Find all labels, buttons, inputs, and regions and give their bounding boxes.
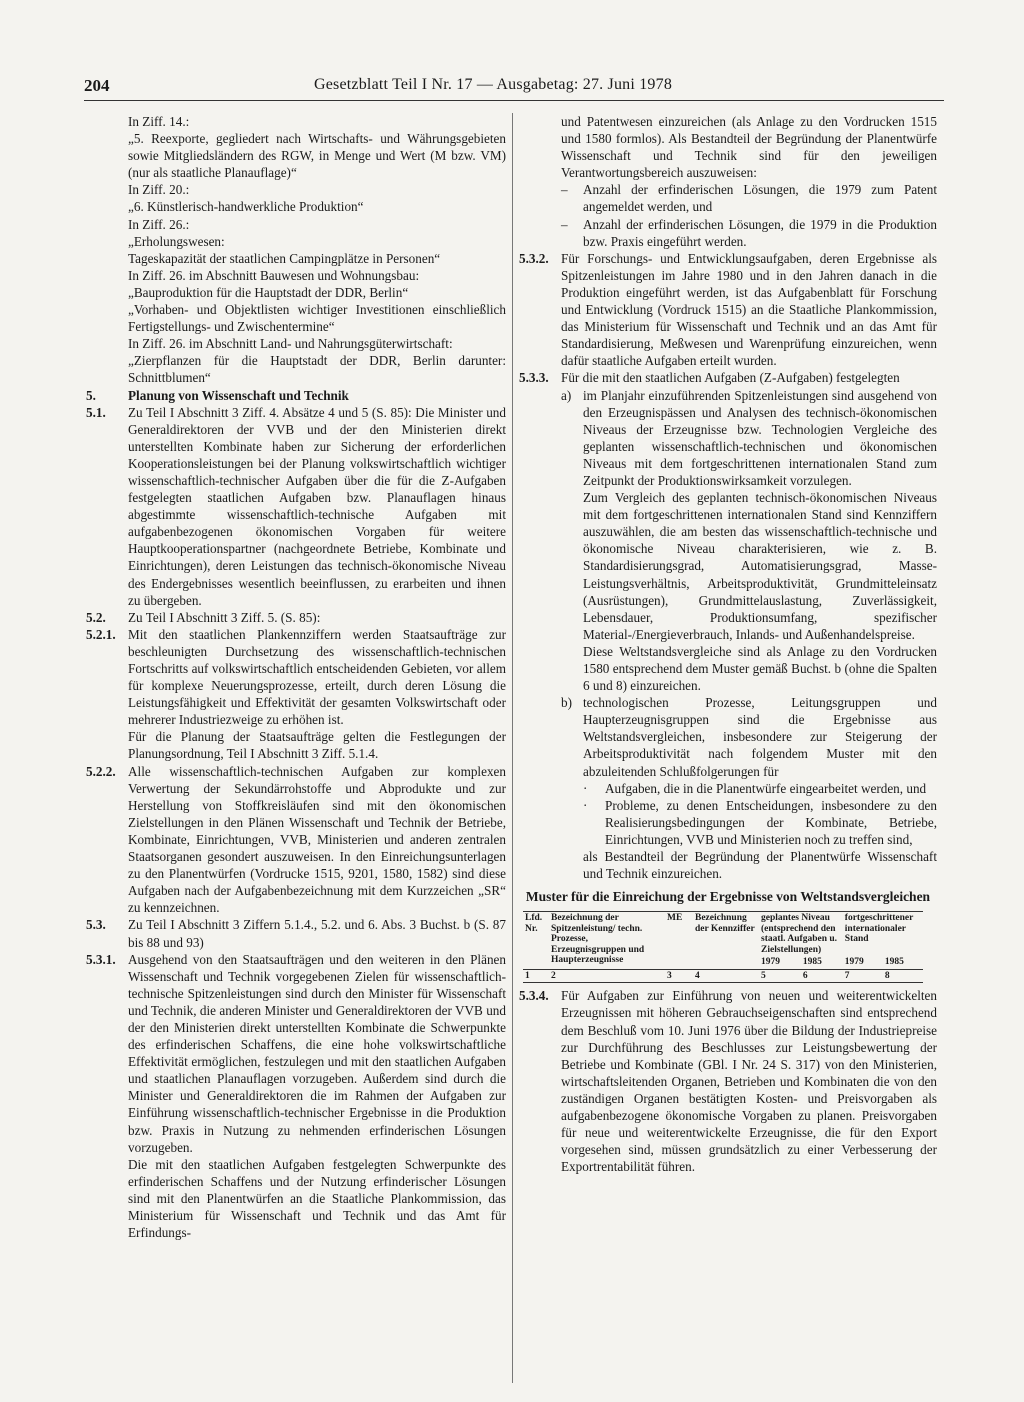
- page-header: [84, 76, 944, 100]
- muster-table: [523, 911, 923, 983]
- intro-line: „5. Reexporte, gegliedert nach Wirtschafts- und Währungsgebieten sowie Mitgliedsländern des RGW, in Menge und Wert (M bzw. VM) (nur als staatliche Planauflage)“: [128, 131, 506, 181]
- section-number: 5.3.4.: [519, 988, 549, 1004]
- left-column: [86, 113, 506, 1241]
- column-number: 1: [523, 969, 549, 983]
- item-text-group: [583, 387, 937, 695]
- item-text: im Planjahr einzuführenden Spitzenleistungen sind ausgehend von den Erzeugnispässen und Analysen des technisch-ökonomischen Niveaus der Erzeugnisse bzw. Technologien Vergleiche des geplanten wissenschaftlich-technischen und ökonomischen Niveaus mit dem fortgeschrittenen internationalen Stand zum Zeitpunkt der Produktionswirksamkeit vorzulegen.: [583, 387, 937, 488]
- item-text: Zum Vergleich des geplanten technisch-ökonomischen Niveaus mit dem fortgeschrittenen internationalen Stand sind Kennziffern auszuwählen, die am besten das wissenschaftlich-technische und ökonomische Niveau charakterisieren, wie z. B. Standardisierungsgrad, Automatisierungsgrad, Masse-Leistungsverhältnis, Arbeitsproduktivität, Grundmitteleinsatz (Ausrüstungen), Grundmittelauslastung, Zuverlässigkeit, Lebensdauer, Produktionsumfang, spezifischer Material-/Energieverbrauch, Inlands- und Außenhandelspreise.: [583, 490, 937, 642]
- intro-line: In Ziff. 14.:: [128, 114, 190, 129]
- section-text: Zu Teil I Abschnitt 3 Ziff. 5. (S. 85):: [128, 609, 321, 625]
- section-number: 5.3.: [86, 917, 106, 933]
- section-5-3-3: [519, 369, 937, 882]
- column-number: 3: [665, 969, 693, 983]
- right-column: [519, 113, 937, 1175]
- section-number: 5.2.: [86, 609, 106, 625]
- intro-block: [86, 113, 506, 387]
- item-b: [561, 694, 937, 882]
- section-5-3-2: [519, 250, 937, 370]
- intro-line: In Ziff. 26. im Abschnitt Land- und Nahrungsgüterwirtschaft:: [128, 336, 453, 352]
- dash-item: [561, 216, 937, 250]
- year-header: 1985: [884, 957, 904, 968]
- col-header: Lfd. Nr.: [523, 912, 549, 970]
- year-header: 1985: [802, 957, 822, 968]
- section-text: Zu Teil I Abschnitt 3 Ziff. 4. Absätze 4 und 5 (S. 85): Die Minister und Generaldirektoren der VVB und der den Ministerien direkt unterstellten Kombinate haben zur Sicherung der erforderlichen Kooperationsleistungen bei der Planung volkswirtschaftlich wichtiger wissenschaftlich-technischer Aufgaben über die für die Z-Aufgaben festgelegten staatlichen Aufgaben bzw. Planauflagen hinaus abgestimmte wissenschaftlich-technische Aufgaben mit aufgabenbezogenen ökonomischen Vorgaben für weitere Hauptkooperationspartner (nachgeordnete Betriebe, Kombinate und Einrichtungen), deren Leistungen das technisch-ökonomische Niveau des Endergebnisses wesentlich beeinflussen, zu erarbeiten und ihnen zu übergeben.: [128, 404, 506, 608]
- item-text-group: [583, 694, 937, 882]
- bullet-marker: ·: [583, 780, 588, 796]
- section-text-group: [561, 369, 937, 882]
- intro-line: In Ziff. 26.:: [128, 216, 190, 232]
- column-divider: [512, 113, 513, 1383]
- intro-line: „Vorhaben- und Objektlisten wichtiger Investitionen einschließlich Fertigstellungs- und Zwischentermine“: [128, 302, 506, 335]
- section-text: Zu Teil I Abschnitt 3 Ziffern 5.1.4., 5.2. und 6. Abs. 3 Buchst. b (S. 87 bis 88 und 93): [128, 917, 506, 950]
- section-text: Für die mit den staatlichen Aufgaben (Z-Aufgaben) festgelegten: [561, 370, 900, 386]
- section-number: 5.3.2.: [519, 250, 549, 266]
- section-text: Ausgehend von den Staatsaufträgen und den weiteren in den Plänen Wissenschaft und Technik vorgegebenen Zielen für wissenschaftlich-technische Spitzenleistungen sind durch den Minister für Wissenschaft und Technik, die anderen Minister und Generaldirektoren der VVB und der den Ministerien direkt unterstellten Kombinate die Schwerpunkte des erfinderischen Schaffens, die eine hohe volkswirtschaftliche Effektivität ermöglichen, festzulegen und mit den staatlichen Aufgaben und staatlichen Planauflagen vorzugeben. Außerdem sind durch die Minister und Generaldirektoren die im Rahmen der Aufgaben zur Einführung wissenschaftlich-technischer Ergebnisse in die Produktion bzw. Praxis in Nutzung zu nehmenden erfinderischen Lösungen vorzugeben.: [128, 951, 506, 1155]
- year-header: 1979: [761, 957, 780, 968]
- bullet-item: [583, 780, 937, 797]
- section-text: Mit den staatlichen Plankennziffern werden Staatsaufträge zur beschleunigten Durchsetzung des wissenschaftlich-technischen Fortschritts auf volkswirtschaftlich entscheidenden Gebieten, vor allem für komplexe Neuerungsprozesse, erteilt, durch deren Lösung die Leistungsfähigkeit und Effektivität der gesamten Volkswirtschaft oder mehrerer Industriezweige zu erhöhen ist.: [128, 626, 506, 728]
- dash-item: [561, 181, 937, 215]
- bullet-text: Probleme, zu denen Entscheidungen, insbesondere zu den Realisierungsbedingungen der Kombinate, Betriebe, Einrichtungen, VVB und Ministerien noch zu treffen sind,: [605, 797, 937, 847]
- page-number: 204: [84, 76, 110, 95]
- table-number-row: [523, 969, 923, 983]
- table-header-row: [523, 912, 923, 957]
- col-header: fortgeschrittener internationaler Stand: [843, 912, 923, 957]
- col-header: ME: [665, 912, 693, 970]
- column-number: 4: [693, 969, 759, 983]
- section-number: 5.: [86, 387, 96, 403]
- intro-line: „6. Künstlerisch-handwerkliche Produktion“: [128, 199, 364, 215]
- intro-line: „Erholungswesen:: [128, 233, 225, 249]
- continuation-block: [519, 113, 937, 250]
- section-number: 5.3.3.: [519, 370, 549, 386]
- section-text: Die mit den staatlichen Aufgaben festgelegten Schwerpunkte des erfinderischen Schaffens und der Nutzung erfinderischer Lösungen sind mit den Planentwürfen an die Staatliche Plankommission, das Ministerium für Wissenschaft und Technik und das Amt für Erfindungs-: [128, 1156, 506, 1241]
- intro-line: Tageskapazität der staatlichen Campingplätze in Personen“: [128, 250, 441, 266]
- section-5-3-4: [519, 987, 937, 1175]
- column-number: 8: [883, 969, 923, 983]
- section-text: Für die Planung der Staatsaufträge gelten die Festlegungen der Planungsordnung, Teil I Abschnitt 3 Ziff. 5.1.4.: [128, 729, 506, 762]
- year-header: 1979: [844, 957, 864, 968]
- section-5-2-1: [86, 626, 506, 763]
- section-text: Alle wissenschaftlich-technischen Aufgaben zur komplexen Verwertung der Sekundärrohstoffe und Abprodukte und zur Herstellung von Stoffkreisläufen sind mit den ökonomischen Zielstellungen in den Plänen Wissenschaft und Technik der Betriebe, Kombinate, Einrichtungen, VVB, Ministerien und anderen zentralen Staatsorganen gesondert auszuweisen. In den Einreichungsunterlagen zu den Planentwürfen (Vordrucke 1515, 9201, 1580, 1582) sind diese Aufgaben nach der Aufgabenbezeichnung mit dem Kurzzeichen „SR“ zu kennzeichnen.: [128, 763, 506, 916]
- section-text-group: [128, 951, 506, 1242]
- intro-line: In Ziff. 20.:: [128, 182, 190, 198]
- item-text: technologischen Prozesse, Leitungsgruppen und Haupterzeugnisgruppen sind die Ergebnisse aus Weltstandsvergleichen, insbesondere zur Steigerung der Arbeitsproduktivität nach folgendem Muster mit den abzuleitenden Schlußfolgerungen für: [583, 695, 937, 779]
- section-number: 5.3.1.: [86, 951, 116, 967]
- bullet-marker: ·: [583, 797, 588, 813]
- col-header: geplantes Niveau (entsprechend den staatl. Aufgaben u. Zielstellungen): [759, 912, 843, 957]
- dash-marker: –: [561, 182, 568, 198]
- col-header: Bezeichnung der Kennziffer: [693, 912, 759, 970]
- section-number: 5.1.: [86, 404, 106, 420]
- section-5-heading: [86, 387, 506, 404]
- section-text-group: [128, 626, 506, 763]
- intro-line: „Bauproduktion für die Hauptstadt der DDR, Berlin“: [128, 284, 409, 300]
- item-marker: b): [561, 695, 572, 711]
- dash-marker: –: [561, 216, 568, 232]
- item-marker: a): [561, 387, 572, 403]
- column-number: 6: [801, 969, 843, 983]
- dash-text: Anzahl der erfinderischen Lösungen, die 1979 zum Patent angemeldet werden, und: [583, 182, 937, 215]
- column-number: 7: [843, 969, 883, 983]
- section-5-3-1: [86, 951, 506, 1242]
- gazette-title: Gesetzblatt Teil I Nr. 17 — Ausgabetag: 27. Juni 1978: [314, 76, 673, 93]
- section-5-2: [86, 609, 506, 626]
- section-number: 5.2.2.: [86, 763, 116, 779]
- intro-line: „Zierpflanzen für die Hauptstadt der DDR, Berlin darunter: Schnittblumen“: [128, 353, 506, 386]
- col-header: Bezeichnung der Spitzenleistung/ techn. Prozesse, Erzeugnisgruppen und Haupterzeugnisse: [549, 912, 665, 970]
- item-a: [561, 387, 937, 695]
- section-5-1: [86, 404, 506, 609]
- muster-title: Muster für die Einreichung der Ergebnisse von Weltstandsvergleichen: [525, 889, 931, 905]
- bullet-item: [583, 797, 937, 848]
- section-5-2-2: [86, 763, 506, 917]
- column-number: 5: [759, 969, 801, 983]
- intro-line: In Ziff. 26. im Abschnitt Bauwesen und Wohnungsbau:: [128, 267, 420, 283]
- dash-text: Anzahl der erfinderischen Lösungen, die 1979 in die Produktion bzw. Praxis eingeführt werden.: [583, 216, 937, 249]
- item-text: Diese Weltstandsvergleiche sind als Anlage zu den Vordrucken 1580 entsprechend dem Muster gemäß Buchst. b (ohne die Spalten 6 und 8) einzureichen.: [583, 643, 937, 694]
- continuation-text: und Patentwesen einzureichen (als Anlage zu den Vordrucken 1515 und 1580 formlos). Als Bestandteil der Begründung der Planentwürfe Wissenschaft und Technik sind für den jeweiligen Verantwortungsbereich auszuweisen:: [561, 114, 937, 181]
- bullet-text: Aufgaben, die in die Planentwürfe eingearbeitet werden, und: [605, 780, 927, 796]
- section-title: Planung von Wissenschaft und Technik: [128, 387, 349, 403]
- section-5-3: [86, 916, 506, 950]
- item-text: als Bestandteil der Begründung der Planentwürfe Wissenschaft und Technik einzureichen.: [583, 849, 937, 882]
- section-number: 5.2.1.: [86, 626, 116, 642]
- header-rule: [84, 100, 944, 101]
- column-number: 2: [549, 969, 665, 983]
- section-text: Für Aufgaben zur Einführung von neuen und weiterentwickelten Erzeugnissen mit höheren Gebrauchseigenschaften sind entsprechend dem Beschluß vom 10. Juni 1976 über die Bildung der Industriepreise zur Durchführung des Beschlusses zur Leistungsbewertung der Betriebe und Kombinate (GBl. I Nr. 24 S. 317) von den Ministerien, wirtschaftsleitenden Organen, Betrieben und Kombinaten die von den zuständigen Organen bestätigten Kosten- und Preisvorgaben als aufgabenbezogene ökonomische Vorgaben zu planen. Preisvorgaben für neue und weiterentwickelte Erzeugnisse, die für den Export vorgesehen sind, müssen grundsätzlich zu einer Verbesserung der Exportrentabilität führen.: [561, 988, 937, 1175]
- section-text: Für Forschungs- und Entwicklungsaufgaben, deren Ergebnisse als Spitzenleistungen im Jahre 1980 und in den Jahren danach in die Produktion eingeführt werden, ist das Aufgabenblatt für Forschung und Entwicklung (Vordruck 1515) an die Staatliche Plankommission, das Ministerium für Wissenschaft und Technik und an das Amt für Standardisierung, Meßwesen und Warenprüfung einzureichen, wenn dafür staatliche Aufgaben erteilt wurden.: [561, 250, 937, 369]
